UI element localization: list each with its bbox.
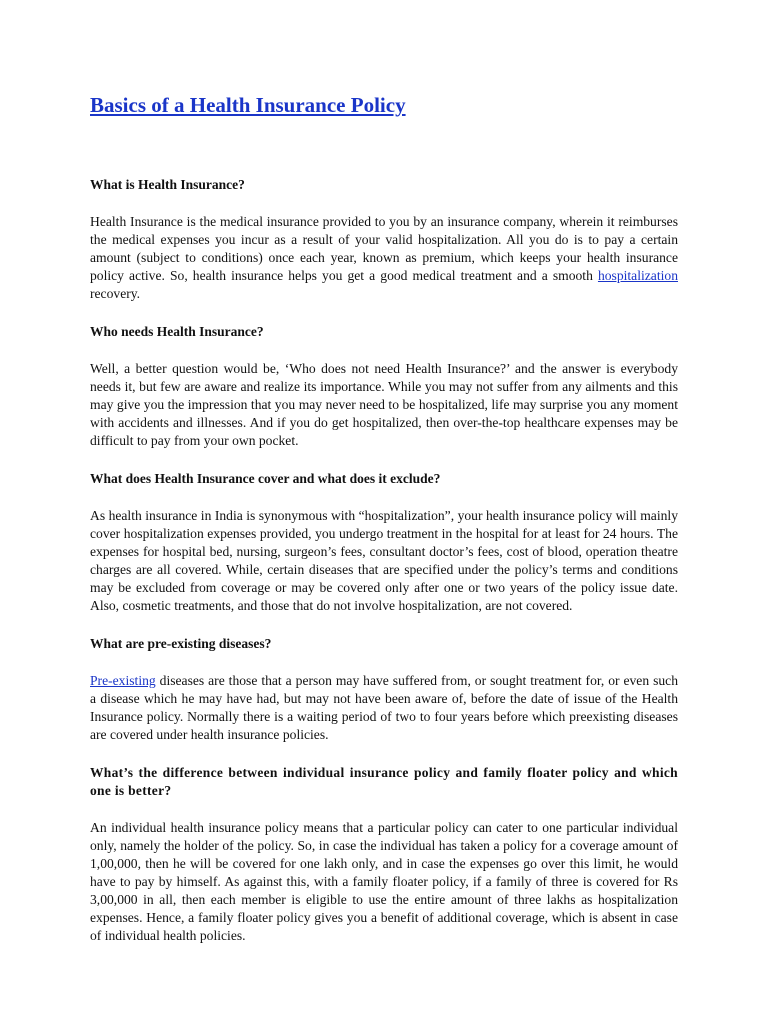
paragraph-text: diseases are those that a person may have suffered from, or sought treatment for, or even such a disease which he may have had, but may not have been aware of, before the date of issue of the Health Insurance policy. Normally there is a waiting period of two to four years before which preexisting diseases are covered under health insurance policies.: [90, 673, 678, 742]
section-heading: What’s the difference between individual insurance policy and family floater policy and which one is better?: [90, 765, 678, 798]
section-coverage-and-exclusions: [90, 470, 678, 615]
section-heading: What are pre-existing diseases?: [90, 636, 272, 651]
document-title-link[interactable]: Basics of a Health Insurance Policy: [90, 93, 406, 117]
section-paragraph: An individual health insurance policy means that a particular policy can cater to one particular individual only, namely the holder of the policy. So, in case the individual has taken a policy for a coverage amount of 1,00,000, then he will be covered for one lakh only, and in case the expenses go over this limit, he would have to pay by himself. As against this, with a family floater policy, if a family of three is covered for Rs 3,00,000 in all, then each member is eligible to use the entire amount of three lakhs as hospitalization expenses. Hence, a family floater policy gives you a benefit of additional coverage, which is absent in case of individual health policies.: [90, 820, 678, 943]
section-heading: What does Health Insurance cover and what does it exclude?: [90, 471, 441, 486]
hospitalization-link[interactable]: hospitalization: [597, 268, 678, 283]
section-pre-existing-diseases: [90, 635, 678, 744]
document-page: [90, 92, 678, 965]
section-heading: What is Health Insurance?: [90, 177, 245, 192]
section-what-is-health-insurance: [90, 176, 678, 303]
section-paragraph: As health insurance in India is synonymous with “hospitalization”, your health insurance policy will mainly cover hospitalization expenses provided, you undergo treatment in the hospital for at least for 24 hours. The expenses for hospital bed, nursing, surgeon’s fees, consultant doctor’s fees, cost of blood, operation theatre charges are all covered. While, certain diseases that are specified under the policy’s terms and conditions may be excluded from coverage or may be covered only after one or two years of the policy issue date. Also, cosmetic treatments, and those that do not involve hospitalization, are not covered.: [90, 508, 678, 613]
section-who-needs-health-insurance: [90, 323, 678, 450]
section-individual-vs-family-floater: [90, 764, 678, 945]
document-title: [90, 92, 678, 118]
section-paragraph: [90, 213, 678, 303]
paragraph-text: Health Insurance is the medical insurance provided to you by an insurance company, wherein it reimburses the medical expenses you incur as a result of your valid hospitalization. All you do is to pay a certain amount (subject to conditions) once each year, known as premium, which keeps your health insurance policy active. So, health insurance helps you get a good medical treatment and a smooth: [90, 214, 678, 283]
section-paragraph: Well, a better question would be, ‘Who does not need Health Insurance?’ and the answer is everybody needs it, but few are aware and realize its importance. While you may not suffer from any ailments and this may give you the impression that you may never need to be hospitalized, life may surprise you any moment with accidents and illnesses. And if you do get hospitalized, then over-the-top healthcare expenses may be difficult to pay from your own pocket.: [90, 361, 678, 448]
section-paragraph: [90, 672, 678, 744]
pre-existing-link[interactable]: Pre-existing: [90, 673, 156, 688]
paragraph-text: recovery.: [90, 286, 141, 301]
section-heading: Who needs Health Insurance?: [90, 324, 264, 339]
